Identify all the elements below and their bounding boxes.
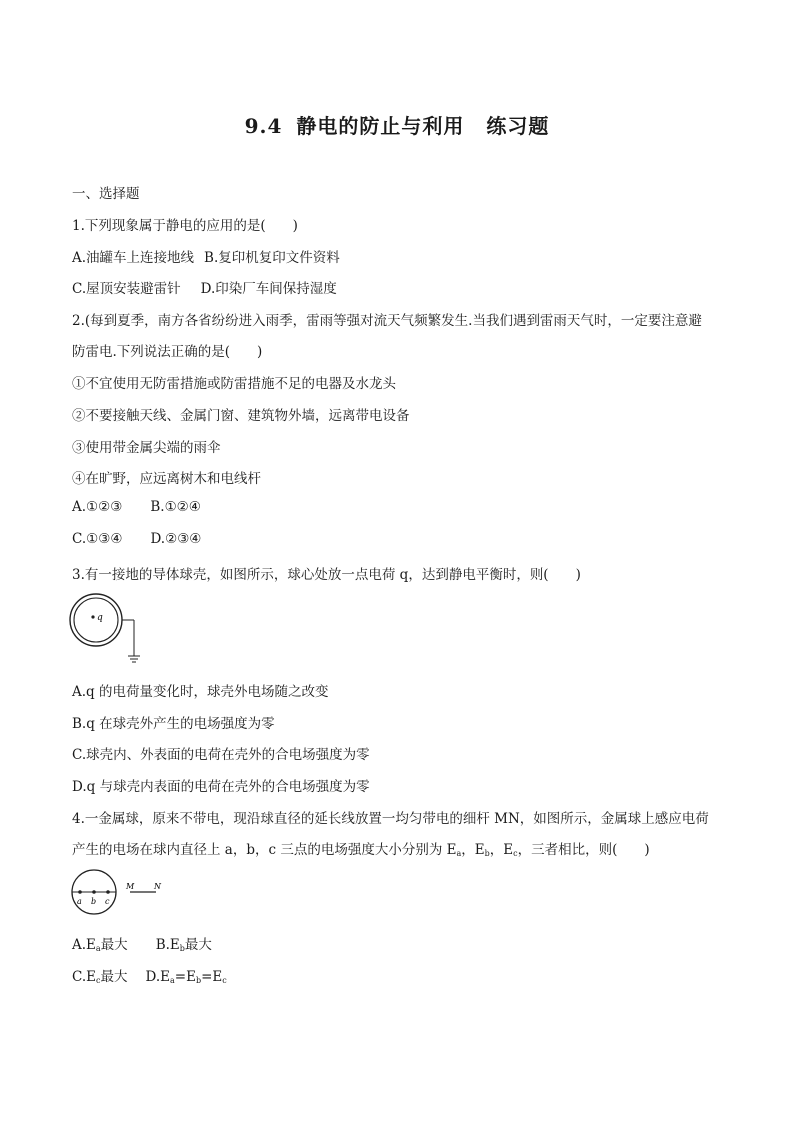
outer-shell-circle	[70, 594, 122, 646]
q3-option-b: B.q 在球壳外产生的电场强度为零	[72, 716, 275, 732]
q3-option-a: A.q 的电荷量变化时，球壳外电场随之改变	[72, 684, 329, 700]
q2-stem-line2: 防雷电.下列说法正确的是( )	[72, 344, 263, 360]
charge-label: q	[97, 613, 103, 623]
q2-statement-2: ②不要接触天线、金属门窗、建筑物外墙，远离带电设备	[72, 408, 410, 424]
q2-option-b: B.①②④	[150, 499, 201, 515]
q3-option-d: D.q 与球壳内表面的电荷在壳外的合电场强度为零	[72, 779, 370, 795]
page-title	[0, 110, 794, 139]
q4-option-a: A.Ea最大	[72, 937, 128, 953]
title-number: 9.4	[244, 114, 283, 138]
q2-statement-4: ④在旷野，应远离树木和电线杆	[72, 471, 261, 487]
point-a	[78, 890, 82, 894]
q1-options-row2	[72, 277, 337, 297]
q3-option-c: C.球壳内、外表面的电荷在壳外的合电场强度为零	[72, 747, 370, 763]
q1-option-b: B.复印机复印文件资料	[204, 250, 340, 266]
q4-options-row2	[72, 965, 227, 985]
q4-options-row1	[72, 933, 212, 953]
inner-shell-circle	[74, 598, 118, 642]
q1-option-c: C.屋顶安装避雷针	[72, 281, 181, 297]
label-b: b	[91, 897, 97, 906]
q2-option-d: D.②③④	[150, 531, 202, 547]
metal-sphere-rod-figure	[70, 868, 170, 916]
label-a: a	[77, 897, 82, 906]
point-b	[92, 890, 96, 894]
q2-option-c: C.①③④	[72, 531, 123, 547]
q1-stem: 1.下列现象属于静电的应用的是( )	[72, 218, 298, 234]
point-charge-dot	[91, 615, 94, 618]
grounded-shell-figure	[66, 590, 156, 666]
q1-options-row1	[72, 246, 340, 266]
point-c	[106, 890, 110, 894]
q2-options-row1	[72, 499, 201, 515]
q4-option-b: B.Eb最大	[155, 937, 212, 953]
label-c: c	[105, 897, 110, 906]
q4-stem-line2: 产生的电场在球内直径上 a，b，c 三点的电场强度大小分别为 Ea，Eb，Ec，三者相比，则( )	[72, 842, 650, 858]
q2-statement-1: ①不宜使用无防雷措施或防雷措施不足的电器及水龙头	[72, 376, 396, 392]
q1-option-a: A.油罐车上连接地线	[72, 250, 195, 266]
q4-option-d: D.Ea=Eb=Ec	[145, 969, 227, 985]
section-heading: 一、选择题	[72, 186, 140, 202]
q2-stem-line1: 2.(每到夏季，南方各省纷纷进入雨季，雷雨等强对流天气频繁发生.当我们遇到雷雨天气时，一定要注意避	[72, 313, 702, 329]
q2-options-row2	[72, 531, 201, 547]
q4-stem-line1: 4.一金属球，原来不带电，现沿球直径的延长线放置一均匀带电的细杆 MN，如图所示，金属球上感应电荷	[72, 811, 709, 827]
q4-option-c: C.Ec最大	[72, 969, 128, 985]
label-m: M	[126, 882, 135, 891]
q2-option-a: A.①②③	[72, 499, 123, 515]
q1-option-d: D.印染厂车间保持湿度	[200, 281, 337, 297]
title-sub: 练习题	[486, 114, 550, 138]
title-main: 静电的防止与利用	[296, 114, 465, 138]
q3-stem: 3.有一接地的导体球壳，如图所示，球心处放一点电荷 q，达到静电平衡时，则( )	[72, 567, 581, 583]
q2-statement-3: ③使用带金属尖端的雨伞	[72, 440, 221, 456]
label-n: N	[154, 882, 161, 891]
